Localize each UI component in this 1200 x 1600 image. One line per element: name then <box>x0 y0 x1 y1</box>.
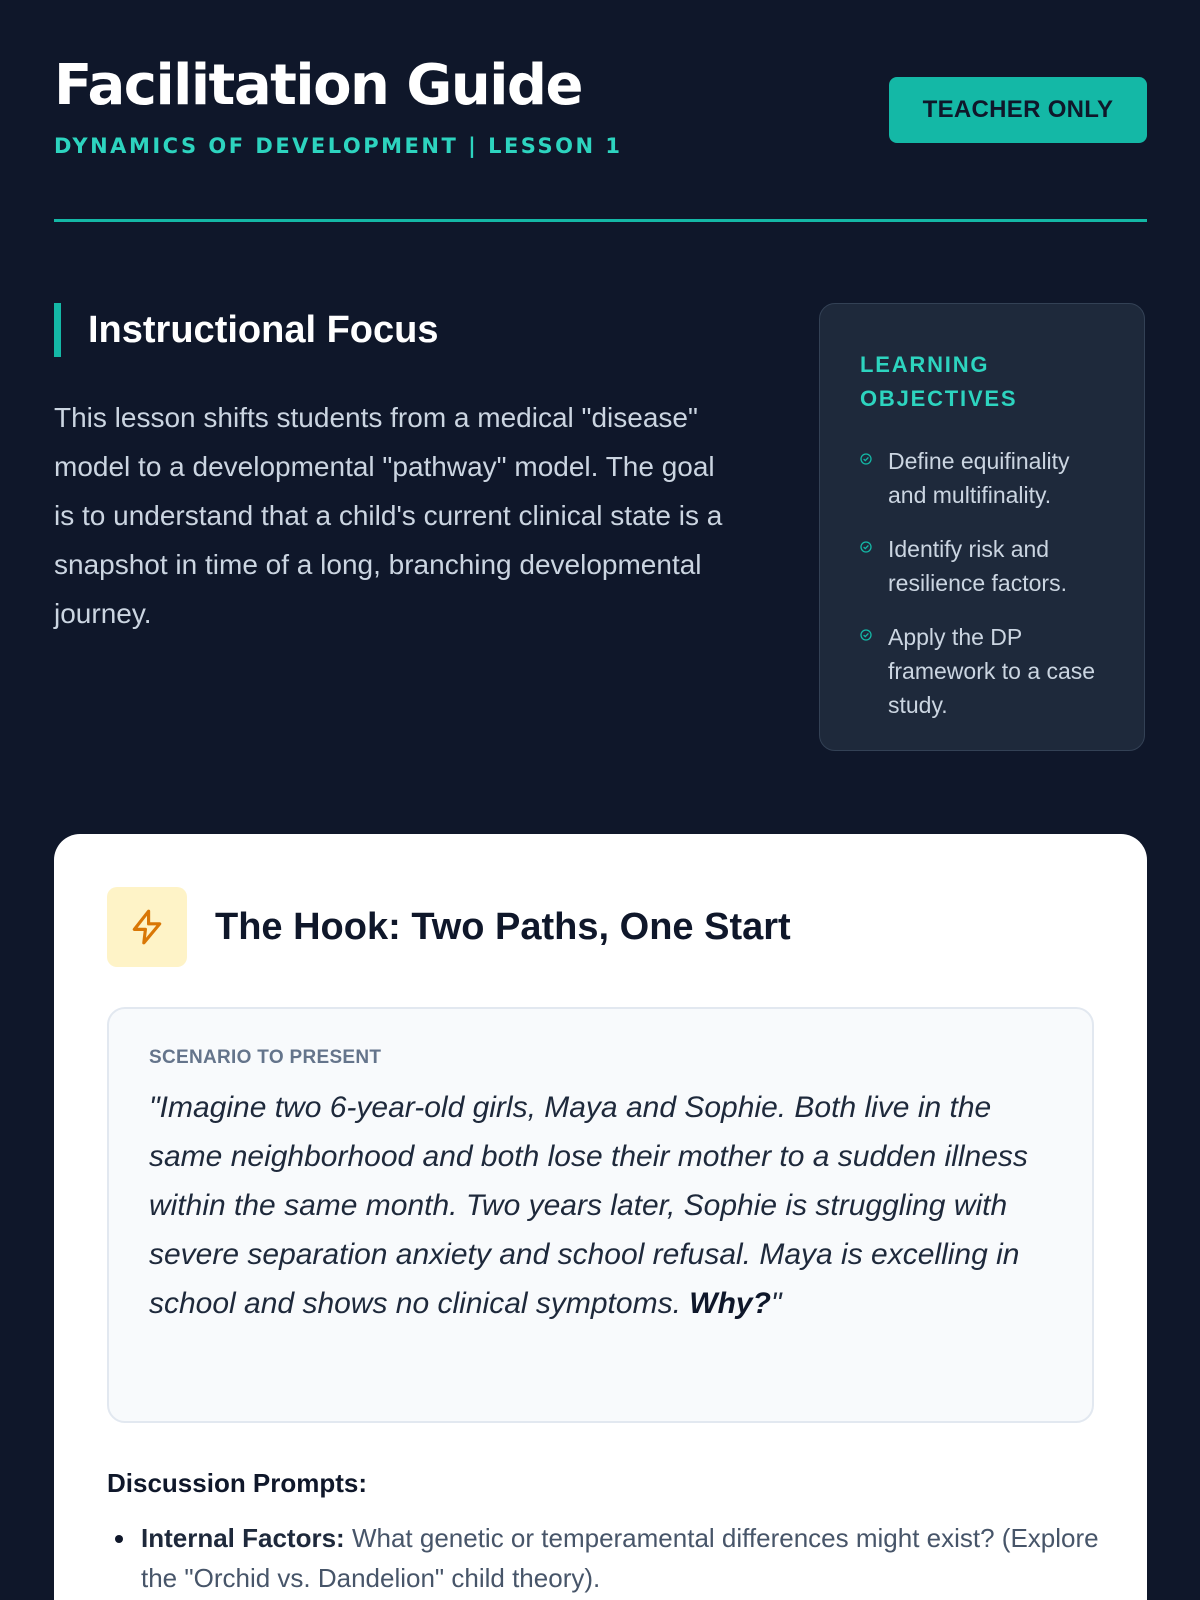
learning-objectives-panel <box>819 303 1145 751</box>
page-header <box>54 52 1147 158</box>
page-title: Facilitation Guide <box>54 53 582 118</box>
objectives-list <box>860 444 1104 722</box>
scenario-emphasis: Why? <box>689 1287 771 1320</box>
prompt-item <box>141 1518 1141 1598</box>
focus-accent-bar <box>54 303 61 357</box>
scenario-label: SCENARIO TO PRESENT <box>149 1047 382 1068</box>
hook-icon-box <box>107 887 187 967</box>
header-divider <box>54 219 1147 222</box>
objective-text: Identify risk and resilience factors. <box>888 536 1067 596</box>
teacher-only-badge: TEACHER ONLY <box>889 77 1147 143</box>
lightning-icon <box>128 908 166 946</box>
prompt-key: Internal Factors: <box>141 1523 345 1553</box>
scenario-close-quote: " <box>770 1287 782 1320</box>
check-circle-icon <box>860 629 872 641</box>
instructional-focus-section <box>54 303 734 666</box>
scenario-box <box>107 1007 1094 1423</box>
scenario-quote-text: "Imagine two 6-year-old girls, Maya and Sophie. Both live in the same neighborhood and both lose their mother to a sudden illness within the same month. Two years later, Sophie is struggling with severe separation anxiety and school refusal. Maya is excelling in school and shows no clinical symptoms. <box>149 1091 1028 1320</box>
discussion-prompts-label: Discussion Prompts: <box>107 1468 368 1498</box>
hook-title: The Hook: Two Paths, One Start <box>215 906 791 948</box>
page-subtitle: DYNAMICS OF DEVELOPMENT | LESSON 1 <box>54 134 623 158</box>
scenario-quote <box>149 1083 1052 1328</box>
hook-card <box>54 834 1147 1600</box>
objectives-title: LEARNING OBJECTIVES <box>860 352 1018 411</box>
check-circle-icon <box>860 453 872 465</box>
objective-item <box>860 532 1104 600</box>
check-circle-icon <box>860 541 872 553</box>
prompt-text: What genetic or temperamental differences might exist? (Explore the "Orchid vs. Dandelion" child theory). <box>141 1523 1099 1593</box>
focus-heading: Instructional Focus <box>88 309 439 351</box>
objective-item <box>860 444 1104 512</box>
discussion-prompts-list <box>107 1518 1141 1598</box>
focus-text: This lesson shifts students from a medical "disease" model to a developmental "pathway" model. The goal is to understand that a child's current clinical state is a snapshot in time of a long, branching developmental journey. <box>54 402 723 629</box>
objective-text: Define equifinality and multifinality. <box>888 448 1070 508</box>
objective-text: Apply the DP framework to a case study. <box>888 624 1096 718</box>
objective-item <box>860 620 1104 722</box>
